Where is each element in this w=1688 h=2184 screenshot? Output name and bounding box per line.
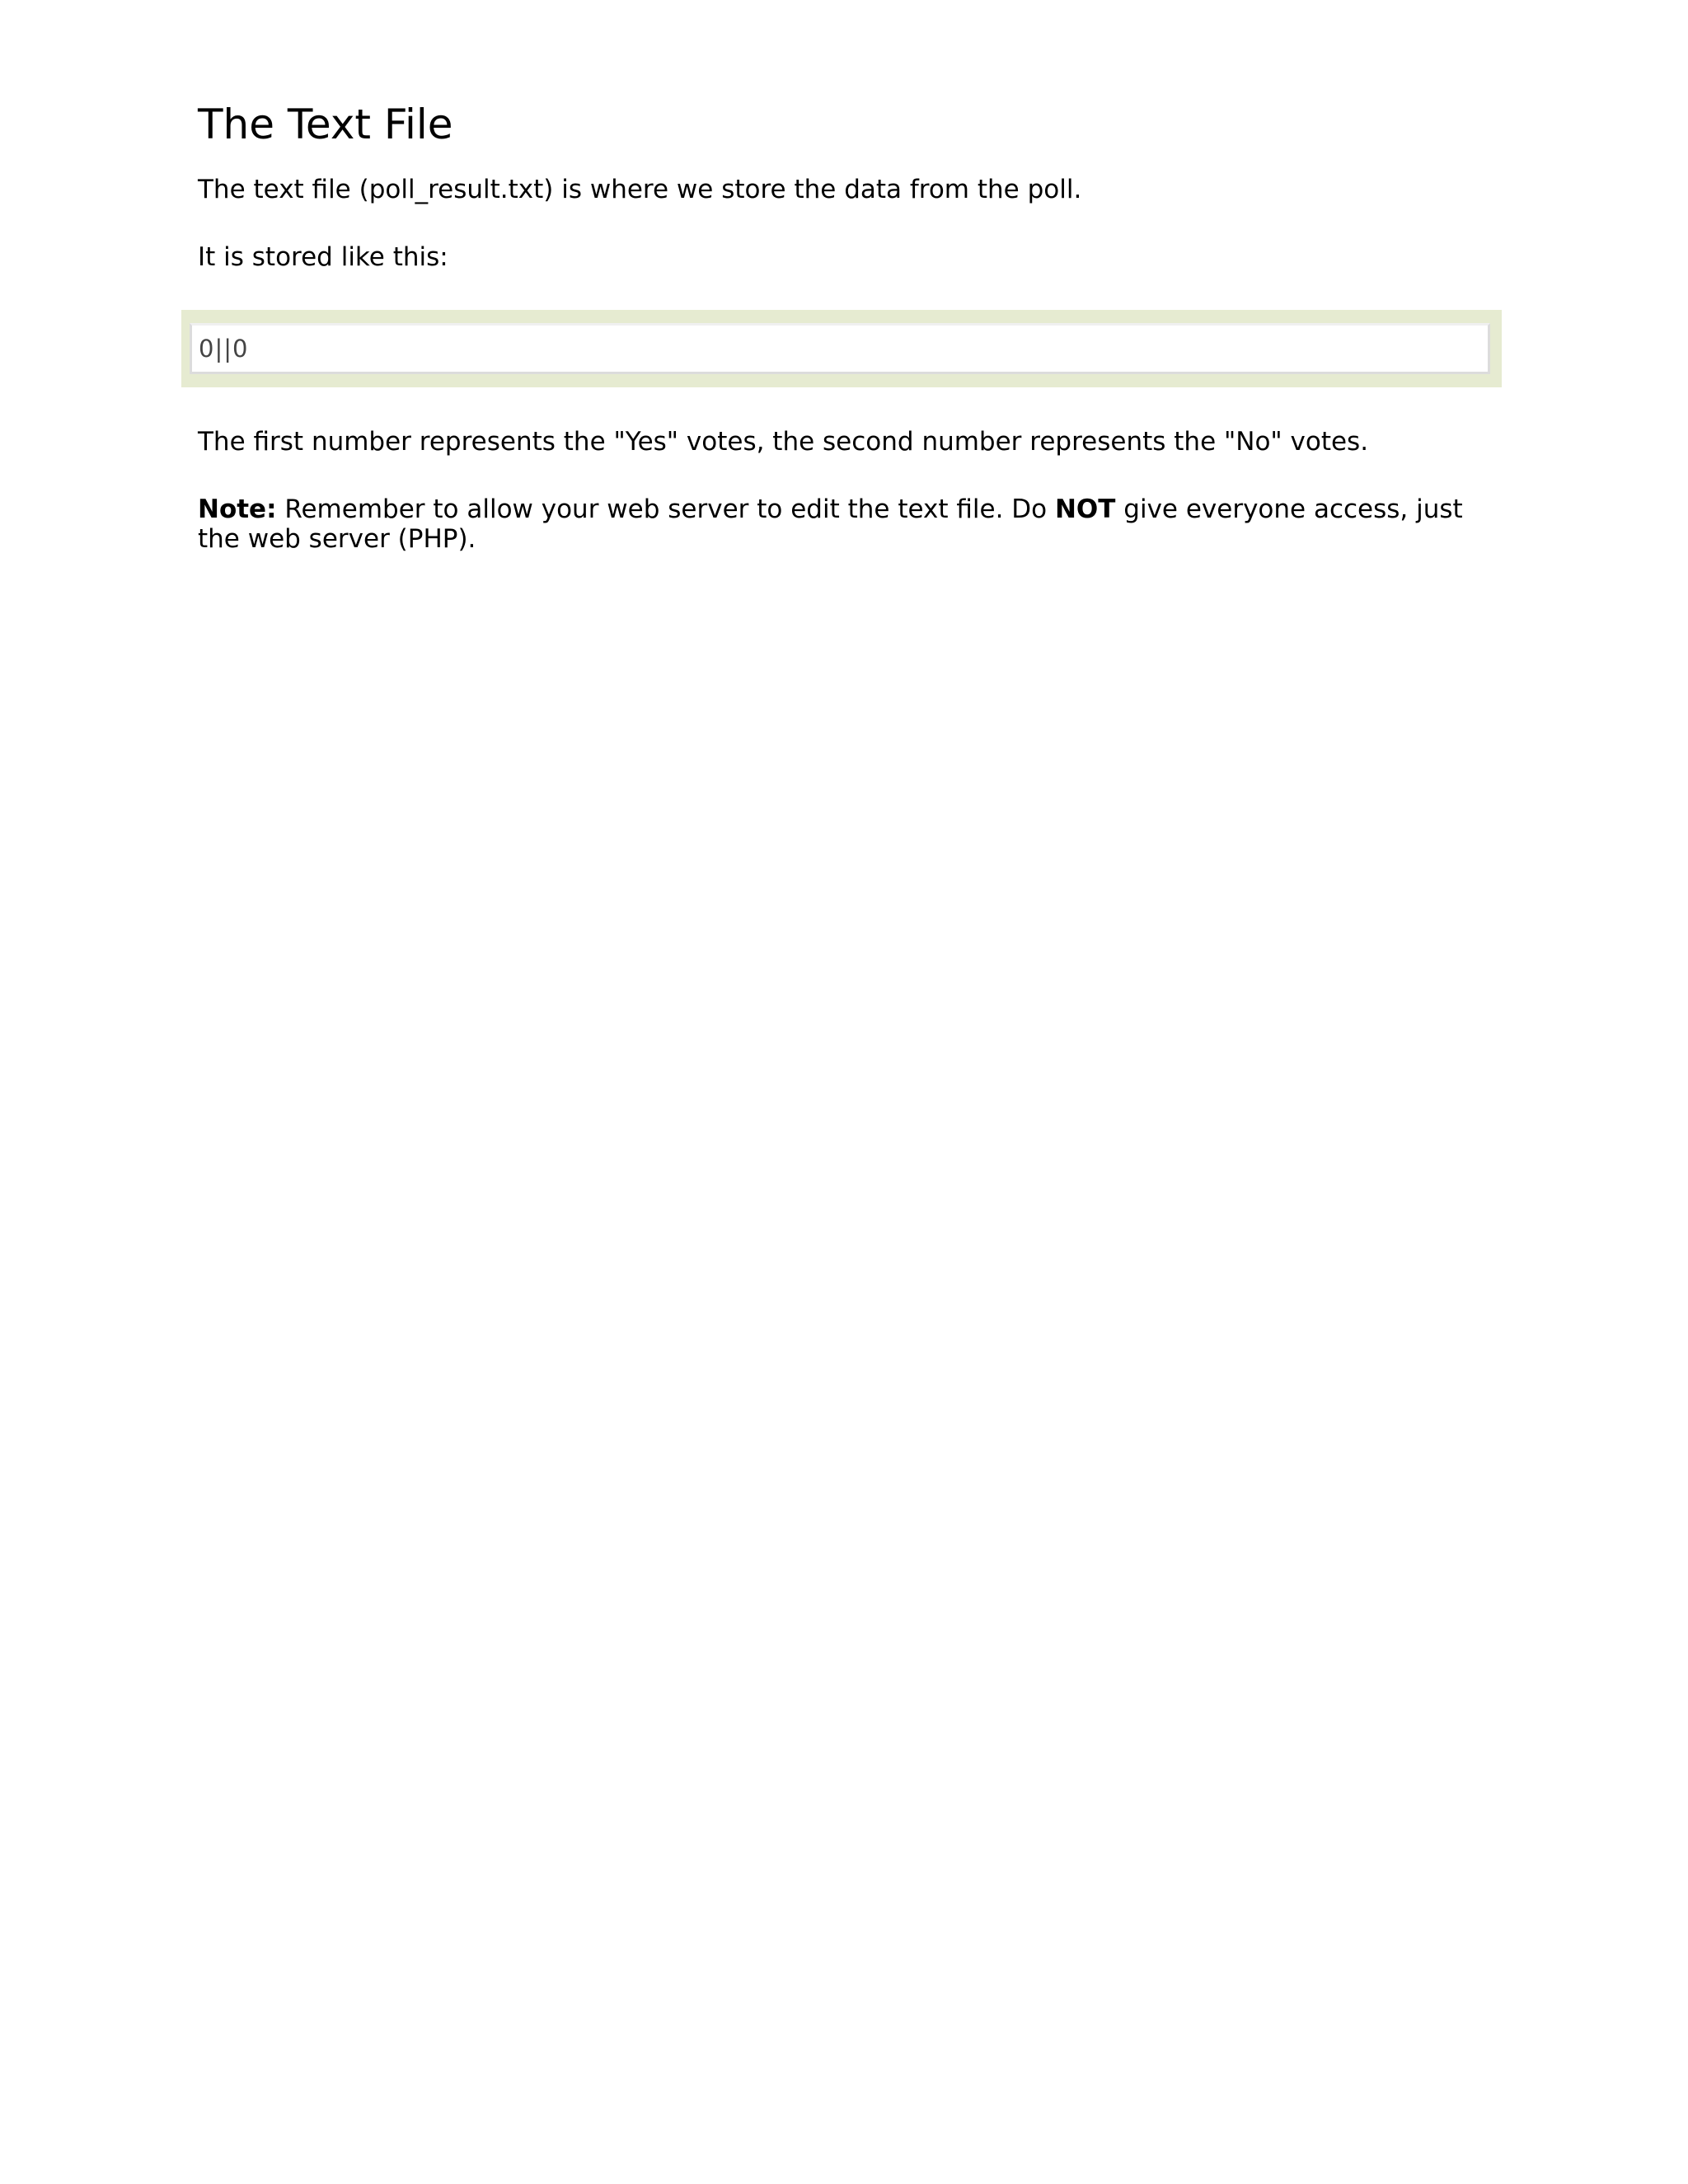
page-title: The Text File xyxy=(198,101,453,148)
note-text-after: give everyone access, just the web server (PHP). xyxy=(198,494,1463,554)
note-text-before: Remember to allow your web server to edit the text file. Do xyxy=(276,494,1055,524)
example-code-text: 0||0 xyxy=(199,335,249,363)
explanation-paragraph: The first number represents the "Yes" votes, the second number represents the "No" votes. xyxy=(198,427,1369,457)
main-content xyxy=(198,97,1500,592)
example-code-box xyxy=(181,310,1502,387)
stored-like-paragraph: It is stored like this: xyxy=(198,242,448,272)
note-label: Note: xyxy=(198,494,277,524)
note-emphasis: NOT xyxy=(1054,494,1116,524)
example-code-inner xyxy=(190,323,1490,374)
intro-paragraph: The text file (poll_result.txt) is where we store the data from the poll. xyxy=(198,175,1082,204)
note-paragraph xyxy=(198,494,1500,554)
